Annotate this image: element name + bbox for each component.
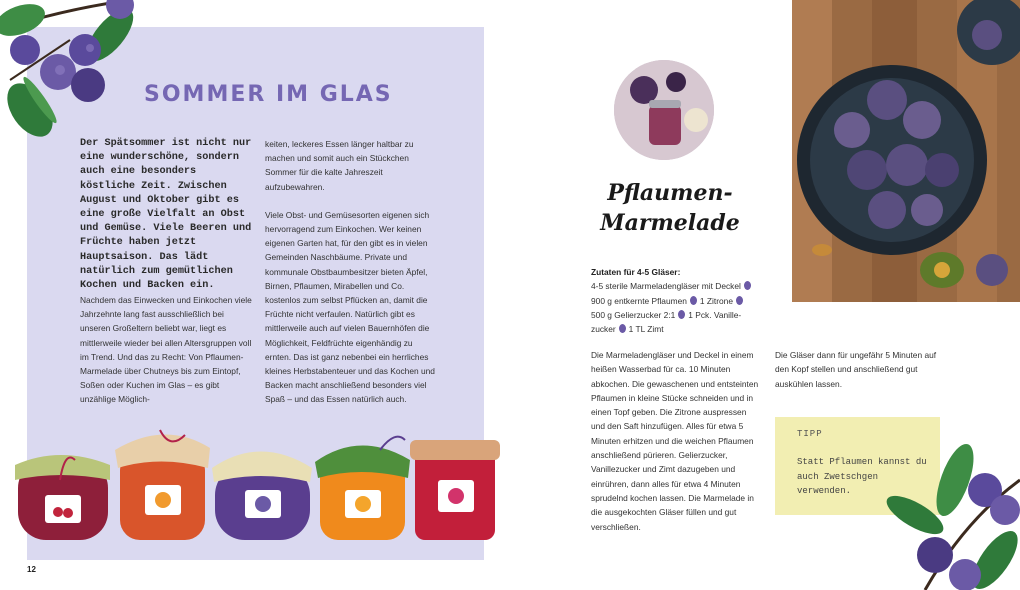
body-paragraph: Nachdem das Einwecken und Einkochen viele Jahrzehnte lang fast ausschließlich bei unseren Großeltern beliebt war, liegt es mittlerweile wieder bei allen Altersgruppen voll im Trend. Und das zu Recht: Von Pflaumen-Marmelade über Chutneys bis zum Eintopf, Soßen oder Kuchen im Glas – es gibt unzählige Möglich-: [80, 295, 252, 405]
plum-jar: [212, 452, 312, 541]
ingredients-title: Zutaten für 4-5 Gläser:: [591, 267, 681, 277]
tip-text: Statt Pflaumen kannst du auch Zwetschgen verwenden.: [797, 457, 927, 496]
plum-icon: [736, 296, 743, 305]
body-paragraph: Viele Obst- und Gemüsesorten eigenen sich hervorragend zum Einkochen. Wer keinen eigenen Garten hat, für den gibt es in vielen Gemeinden Naschbäume. Private und kommunale Obstbaumbesitzer bieten Äpfel, Birnen, Pflaumen, Mirabellen und Co. kostenlos zum selbst Pflücken an, damit die Früchte nicht verfaulen. Natürlich gibt es mittlerweile auch auf vielen Bauernhöfen die Möglichkeit, Feldfrüchte eigenhändig zu ernten. Das ist ganz nebenbei ein herrliches kleines Herbstabenteuer und das Kochen und Backen macht anschließend besonders viel Spaß – und das Essen natürlich auch.: [265, 209, 435, 405]
plum-branch-illustration: [0, 0, 160, 150]
plum-icon: [619, 324, 626, 333]
plum-icon: [690, 296, 697, 305]
plum-branch-illustration: [885, 440, 1020, 590]
recipe-title-line: Pflaumen-: [607, 180, 733, 206]
recipe-title: [595, 178, 745, 238]
cherry-jar: [15, 455, 110, 540]
jars-illustration: [10, 420, 510, 550]
ingredient: 1 Pck. Vanille-: [688, 309, 742, 320]
left-column-text: [80, 293, 255, 421]
ingredient: 1 Zitrone: [699, 295, 733, 306]
intro-paragraph: Der Spätsommer ist nicht nur eine wunderschöne, sondern auch eine besonders köstliche Zeit. Zwischen August und Oktober gibt es eine große Vielfalt an Obst und Gemüse. Viele Beeren und Früchte haben jetzt Hauptsaison. Das lädt natürlich zum gemütlichen Kochen und Backen ein.: [80, 138, 252, 292]
recipe-title-line: Marmelade: [600, 210, 740, 236]
plum-icon: [744, 281, 751, 290]
ingredients-list: [591, 265, 761, 336]
ingredient: 900 g entkernte Pflaumen: [591, 295, 687, 306]
method-text-col2: Die Gläser dann für ungefähr 5 Minuten auf den Kopf stellen und anschließend gut auskühlen lassen.: [775, 350, 937, 389]
jar-photo: [614, 60, 714, 160]
plum-icon: [678, 310, 685, 319]
page-number: 12: [27, 565, 36, 574]
ingredients-text: [591, 279, 761, 336]
plum-bowl-photo: [792, 0, 1020, 302]
right-column-text: [265, 137, 435, 421]
ingredient: zucker: [591, 324, 616, 335]
ingredient: 500 g Gelierzucker 2:1: [591, 309, 676, 320]
raspberry-jar: [410, 440, 500, 540]
tip-label: TIPP: [797, 429, 823, 439]
ingredient: 4-5 sterile Marmeladengläser mit Deckel: [591, 281, 741, 292]
page-title: SOMMER IM GLAS: [144, 82, 393, 107]
method-text-col1: Die Marmeladengläser und Deckel in einem heißen Wasserbad für ca. 10 Minuten abkochen. Die gewaschenen und entsteinten Pflaumen in kleine Stücke schneiden und in einen Topf geben. Die Zitrone auspressen und den Saft hinzufügen. Alles für etwa 5 Minuten erhitzen und die weichen Pflaumen anschließend pürieren. Gelierzucker, Vanillezucker und Zimt dazugeben und einrühren, dann alles für etwa 4 Minuten sprudelnd kochen lassen. Die Marmelade in die ausgekochten Gläser füllen und gut verschließen.: [591, 350, 759, 532]
ingredient: 1 TL Zimt: [628, 324, 664, 335]
orange-jar: [315, 437, 410, 540]
apricot-jar: [115, 430, 210, 540]
body-paragraph: keiten, leckeres Essen länger haltbar zu machen und somit auch ein Stückchen Sommer für die kalte Jahreszeit aufzubewahren.: [265, 139, 414, 192]
